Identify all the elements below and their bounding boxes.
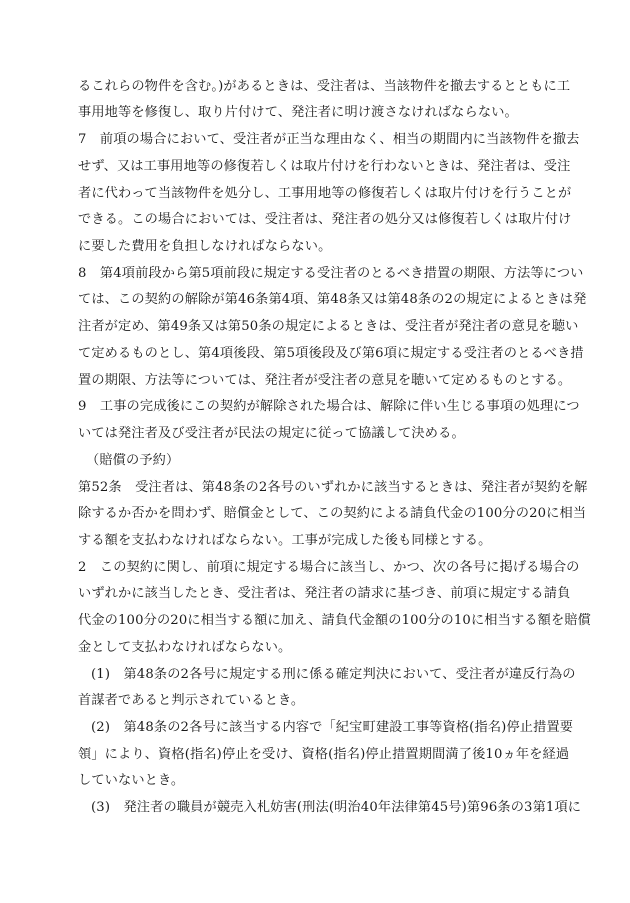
- list-item: (2) 第48条の2各号に該当する内容で「紀宝町建設工事等資格(指名)停止措置要: [91, 720, 574, 735]
- text-line: 除するか否かを問わず、賠償金として、この契約による請負代金の100分の20に相当: [78, 506, 587, 521]
- text-line: いずれかに該当したとき、受注者は、発注者の請求に基づき、前項に規定する請負: [78, 586, 571, 601]
- text-line: 置の期限、方法等については、発注者が受注者の意見を聴いて定めるものとする。: [78, 373, 572, 388]
- text-line: 7 前項の場合において、受注者が正当な理由なく、相当の期間内に当該物件を撤去: [78, 132, 580, 147]
- text-line: していないとき。: [78, 773, 185, 788]
- text-line: るこれらの物件を含む。)があるときは、受注者は、当該物件を撤去するとともに工: [78, 79, 571, 94]
- text-line: 首謀者であると判示されているとき。: [78, 693, 305, 708]
- text-line: せず、又は工事用地等の修復若しくは取片付けを行わないときは、発注者は、受注: [78, 159, 571, 174]
- text-line: 8 第4項前段から第5項前段に規定する受注者のとるべき措置の期限、方法等につい: [78, 266, 584, 281]
- text-line: いては発注者及び受注者が民法の規定に従って協議して決める。: [78, 426, 465, 441]
- text-line: に要した費用を負担しなければならない。: [78, 239, 332, 254]
- list-item: (3) 発注者の職員が競売入札妨害(刑法(明治40年法律第45号)第96条の3第1項に: [91, 800, 582, 815]
- list-item: (1) 第48条の2各号に規定する刑に係る確定判決において、受注者が違反行為の: [91, 667, 576, 682]
- text-line: ては、この契約の解除が第46条第4項、第48条又は第48条の2の規定によるときは発: [78, 292, 587, 307]
- text-line: 金として支払わなければならない。: [78, 640, 292, 655]
- text-line: 9 工事の完成後にこの契約が解除された場合は、解除に伴い生じる事項の処理につ: [78, 399, 580, 414]
- text-line: て定めるものとし、第4項後段、第5項後段及び第6項に規定する受注者のとるべき措: [78, 346, 584, 361]
- text-line: 領」により、資格(指名)停止を受け、資格(指名)停止措置期間満了後10ヵ年を経過: [78, 747, 570, 762]
- article-title: 第52条 受注者は、第48条の2各号のいずれかに該当するときは、発注者が契約を解: [78, 480, 588, 495]
- text-line: できる。この場合においては、受注者は、発注者の処分又は修復若しくは取片付け: [78, 212, 572, 227]
- text-line: 代金の100分の20に相当する額に加え、請負代金額の100分の10に相当する額を賠償: [78, 613, 591, 628]
- text-line: する額を支払わなければならない。工事が完成した後も同様とする。: [78, 533, 492, 548]
- section-heading: （賠償の予約）: [86, 453, 180, 468]
- text-line: 2 この契約に関し、前項に規定する場合に該当し、かつ、次の各号に掲げる場合の: [78, 560, 580, 575]
- text-line: 注者が定め、第49条又は第50条の規定によるときは、受注者が発注者の意見を聴い: [78, 319, 579, 334]
- text-line: 者に代わって当該物件を処分し、工事用地等の修復若しくは取片付けを行うことが: [78, 186, 572, 201]
- text-line: 事用地等を修復し、取り片付けて、発注者に明け渡さなければならない。: [78, 105, 518, 120]
